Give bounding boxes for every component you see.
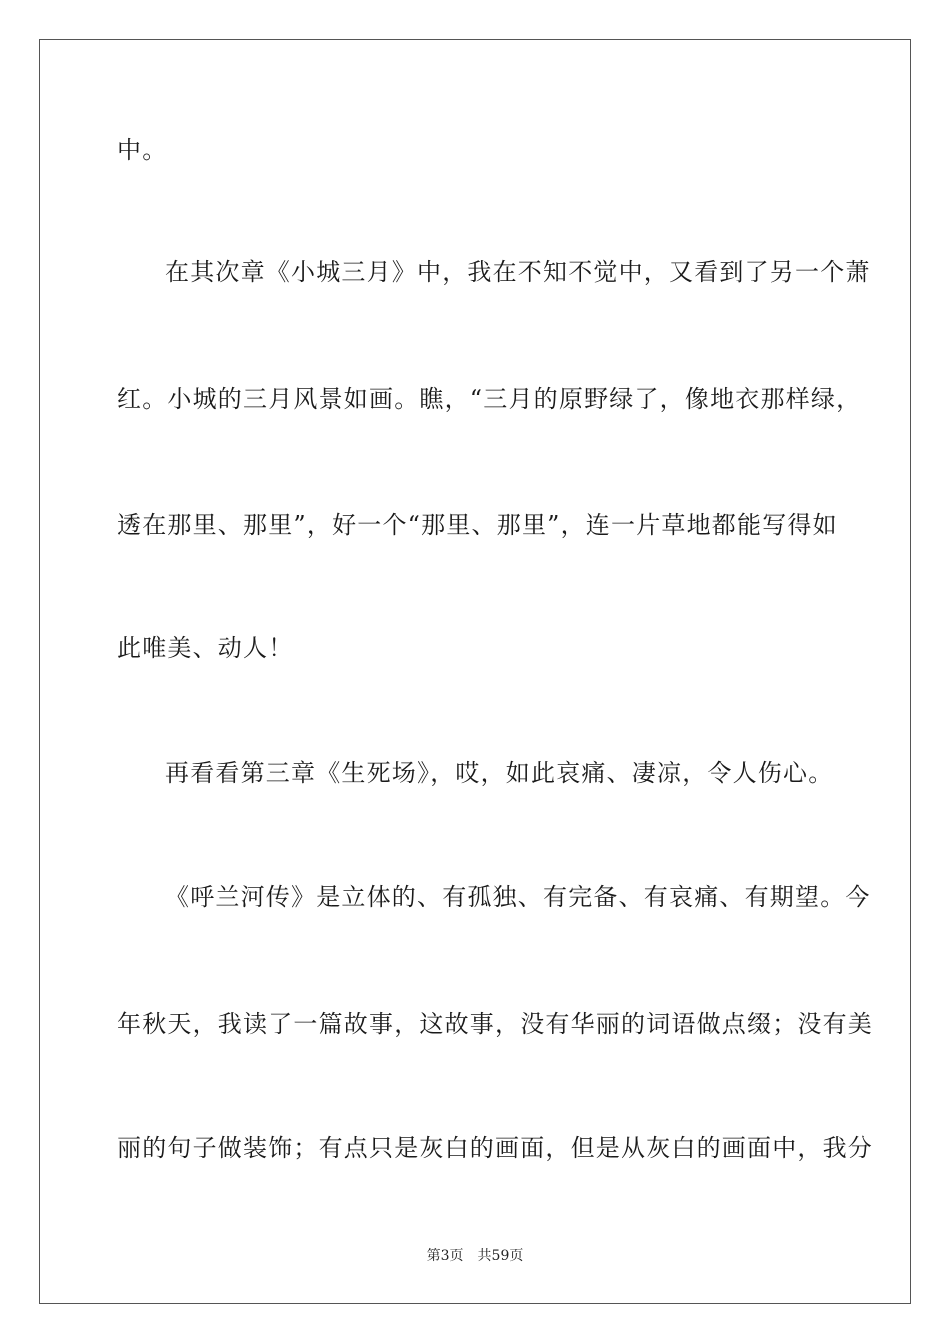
- page-number: 第3页: [426, 1248, 464, 1264]
- paragraph-line-4: 透在那里、那里”，好一个“那里、那里”，连一片草地都能写得如: [117, 511, 838, 539]
- paragraph-line-2: 在其次章《小城三月》中，我在不知不觉中，又看到了另一个萧: [165, 258, 871, 286]
- paragraph-line-9: 丽的句子做装饰；有点只是灰白的画面，但是从灰白的画面中，我分: [117, 1134, 873, 1162]
- page-border: [39, 39, 911, 1304]
- page-footer: [0, 1247, 950, 1265]
- paragraph-line-3: 红。小城的三月风景如画。瞧，“三月的原野绿了，像地衣那样绿，: [117, 385, 862, 413]
- total-pages: 共59页: [477, 1248, 524, 1264]
- paragraph-line-5: 此唯美、动人！: [117, 634, 294, 662]
- paragraph-line-8: 年秋天，我读了一篇故事，这故事，没有华丽的词语做点缀；没有美: [117, 1010, 873, 1038]
- paragraph-line-7: 《呼兰河传》是立体的、有孤独、有完备、有哀痛、有期望。今: [165, 883, 871, 911]
- paragraph-line-1: 中。: [117, 136, 168, 164]
- paragraph-line-6: 再看看第三章《生死场》，哎，如此哀痛、凄凉，令人伤心。: [165, 759, 834, 787]
